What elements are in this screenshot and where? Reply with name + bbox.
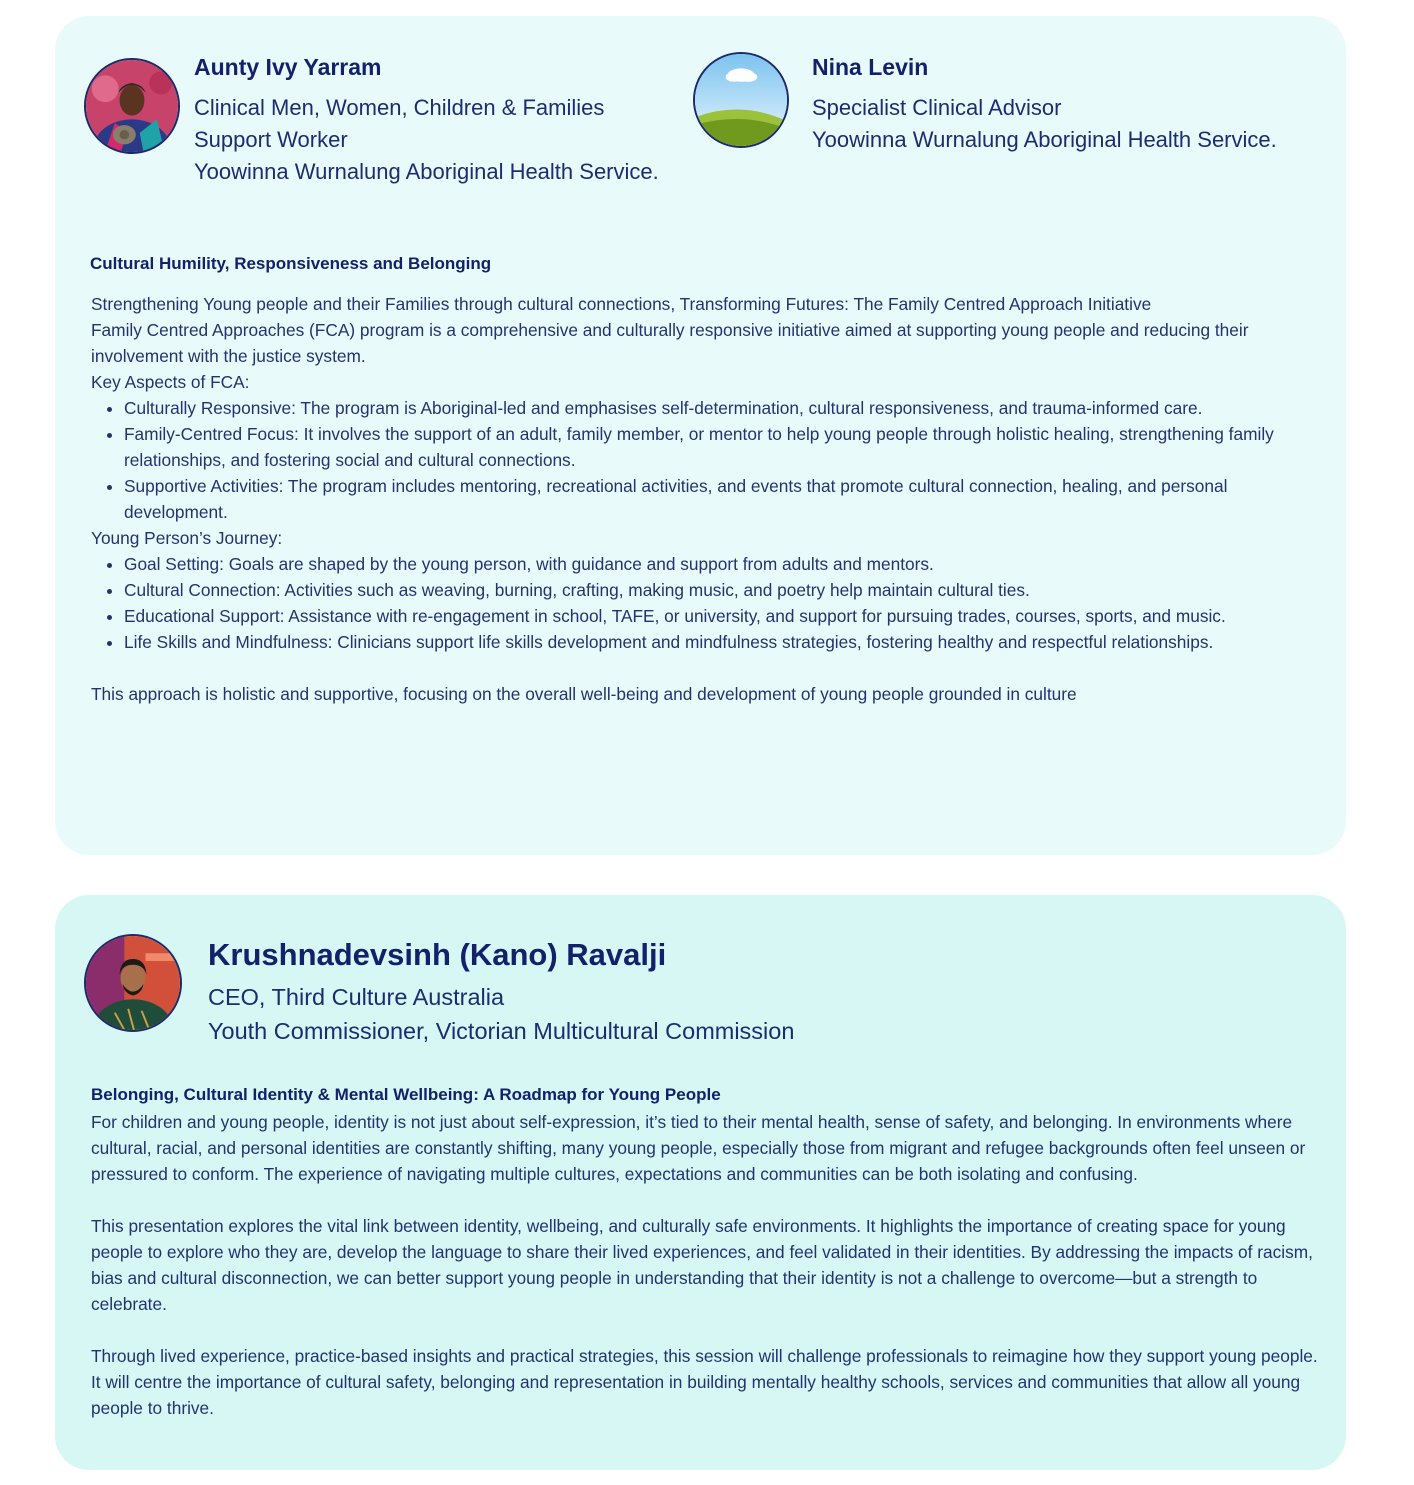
speaker-photo-kano [84,934,182,1032]
speaker-role [812,92,1277,156]
journey-heading: Young Person’s Journey: [91,528,283,548]
list-item: • Life Skills and Mindfulness: Clinicians support life skills development and mindfulness strategies, fostering healthy and respectful relationships. [124,629,1331,655]
speaker-role [208,980,794,1048]
list-item: • Goal Setting: Goals are shaped by the young person, with guidance and support from adults and mentors. [124,551,1331,577]
speaker-photo-aunty-ivy [84,58,180,154]
paragraph: For children and young people, identity is not just about self-expression, it’s tied to their mental health, sense of safety, and belonging. In environments where cultural, racial, and personal identities are constantly shifting, many young people, especially those from migrant and refugee backgrounds often feel unseen or pressured to conform. The experience of navigating multiple cultures, expectations and communities can be both isolating and confusing. [91,1112,1306,1184]
list-item: • Family-Centred Focus: It involves the support of an adult, family member, or mentor to help young people through holistic healing, strengthening family relationships, and fostering social and cultural connections. [124,421,1331,473]
list-item: • Cultural Connection: Activities such as weaving, burning, crafting, making music, and poetry help maintain cultural ties. [124,577,1331,603]
speaker-role-line: Clinical Men, Women, Children & Families [194,95,605,120]
journey-list [91,551,1331,655]
list-item: • Supportive Activities: The program includes mentoring, recreational activities, and events that promote cultural connection, healing, and personal development. [124,473,1331,525]
speaker-role-line: CEO, Third Culture Australia [208,984,505,1010]
closing-paragraph: This approach is holistic and supportive, focusing on the overall well-being and development of young people grounded in culture [91,684,1077,704]
list-item: • Culturally Responsive: The program is Aboriginal-led and emphasises self-determination, cultural responsiveness, and trauma-informed care. [124,395,1331,421]
key-aspects-heading: Key Aspects of FCA: [91,372,250,392]
speaker-role [194,92,659,188]
intro-paragraph: Strengthening Young people and their Families through cultural connections, Transforming Futures: The Family Centred Approach Initiative [91,294,1152,314]
key-aspects-list [91,395,1331,525]
speaker-organisation: Yoowinna Wurnalung Aboriginal Health Service. [812,127,1277,152]
speaker-role-line: Youth Commissioner, Victorian Multicultural Commission [208,1018,795,1044]
speaker-organisation: Yoowinna Wurnalung Aboriginal Health Service. [194,159,659,184]
session-description [91,291,1331,707]
speaker-name: Nina Levin [812,54,929,80]
speaker-photo-placeholder-icon [693,52,789,148]
speaker-role-line: Support Worker [194,127,348,152]
session-description [91,1109,1331,1421]
session-title: Belonging, Cultural Identity & Mental Wellbeing: A Roadmap for Young People [91,1085,721,1104]
paragraph: This presentation explores the vital link between identity, wellbeing, and culturally safe environments. It highlights the importance of creating space for young people to explore who they are, develop the language to share their lived experiences, and feel validated in their identities. By addressing the impacts of racism, bias and cultural disconnection, we can better support young people in understanding that their identity is not a challenge to overcome—but a strength to celebrate. [91,1216,1313,1314]
list-item: • Educational Support: Assistance with re-engagement in school, TAFE, or university, and support for pursuing trades, courses, sports, and music. [124,603,1331,629]
speaker-role-line: Specialist Clinical Advisor [812,95,1062,120]
paragraph: Through lived experience, practice-based insights and practical strategies, this session will challenge professionals to reimagine how they support young people. It will centre the importance of cultural safety, belonging and representation in building mentally healthy schools, services and communities that allow all young people to thrive. [91,1346,1318,1418]
speaker-name: Krushnadevsinh (Kano) Ravalji [208,937,667,972]
description-paragraph: Family Centred Approaches (FCA) program is a comprehensive and culturally responsive initiative aimed at supporting young people and reducing their involvement with the justice system. [91,320,1249,366]
speaker-name: Aunty Ivy Yarram [194,54,382,80]
session-title: Cultural Humility, Responsiveness and Belonging [90,254,492,273]
